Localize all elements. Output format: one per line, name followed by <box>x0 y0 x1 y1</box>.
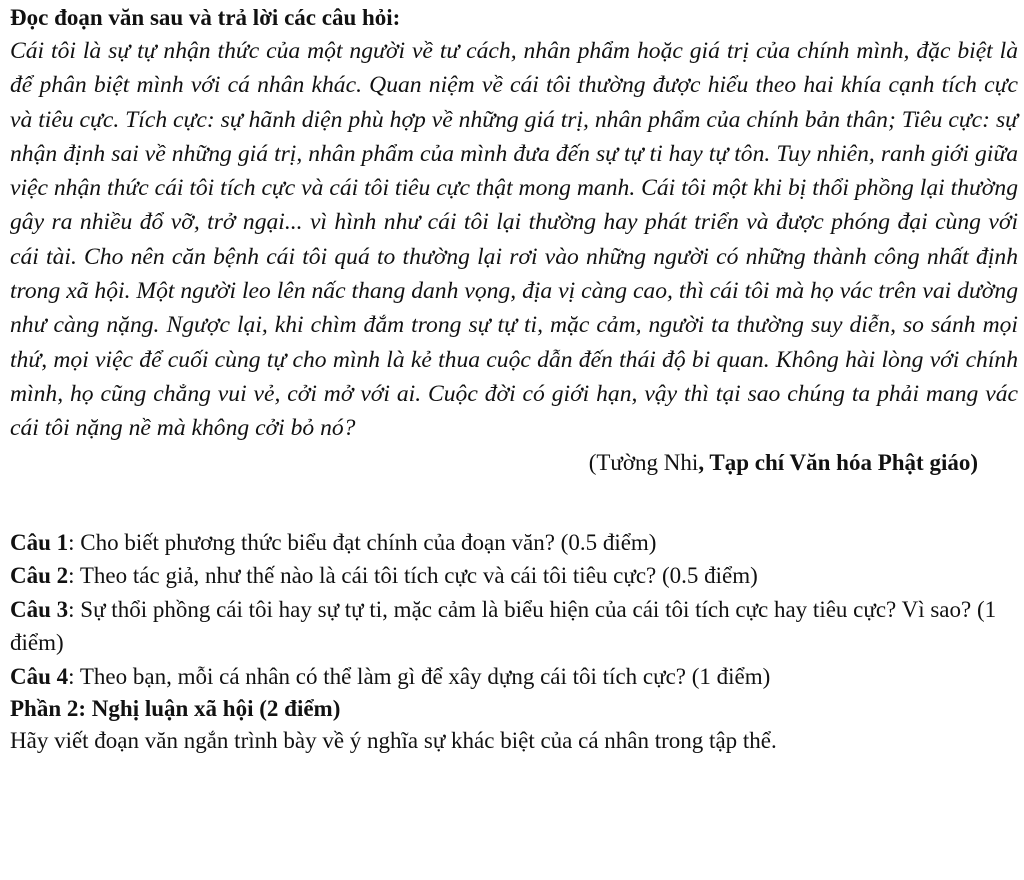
question-text: : Sự thổi phồng cái tôi hay sự tự ti, mặc cảm là biểu hiện của cái tôi tích cực hay tiêu cực? Vì sao? (1 điểm) <box>10 596 997 656</box>
question-list <box>10 526 1018 694</box>
question-item <box>10 593 1018 660</box>
instruction-heading: Đọc đoạn văn sau và trả lời các câu hỏi: <box>10 5 401 30</box>
part2-title: Phần 2: Nghị luận xã hội (2 điểm) <box>10 696 341 722</box>
source-open-paren: ( <box>588 449 597 475</box>
document-page <box>10 2 1018 757</box>
source-publication: , Tạp chí Văn hóa Phật giáo) <box>698 449 978 475</box>
question-label: Câu 2 <box>10 563 69 589</box>
question-item <box>10 660 1018 694</box>
question-item <box>10 559 1018 593</box>
question-text: : Theo tác giả, như thế nào là cái tôi tích cực và cái tôi tiêu cực? (0.5 điểm) <box>68 563 758 589</box>
part2-task: Hãy viết đoạn văn ngắn trình bày về ý nghĩa sự khác biệt của cá nhân trong tập thể. <box>10 728 777 754</box>
source-author: Tường Nhi <box>596 449 699 475</box>
passage-source <box>10 446 1018 480</box>
question-label: Câu 3 <box>10 596 69 622</box>
reading-passage: Cái tôi là sự tự nhận thức của một người về tư cách, nhân phẩm hoặc giá trị của chính mình, đặc biệt là để phân biệt mình với cá nhân khác. Quan niệm về cái tôi thường được hiểu theo hai khía cạnh tích cực và tiêu cực. Tích cực: sự hãnh diện phù hợp về những giá trị, nhân phẩm của chính bản thân; Tiêu cực: sự nhận định sai về những giá trị, nhân phẩm của mình đưa đến sự tự ti hay tự tôn. Tuy nhiên, ranh giới giữa việc nhận thức cái tôi tích cực và cái tôi tiêu cực thật mong manh. Cái tôi một khi bị thổi phồng lại thường gây ra nhiều đổ vỡ, trở ngại... vì hình như cái tôi lại thường hay phát triển và được phóng đại cùng với cái tài. Cho nên căn bệnh cái tôi quá to thường lại rơi vào những người có những thành công nhất định trong xã hội. Một người leo lên nấc thang danh vọng, địa vị càng cao, thì cái tôi mà họ vác trên vai dường như càng nặng. Ngược lại, khi chìm đắm trong sự tự ti, mặc cảm, người ta thường suy diễn, so sánh mọi thứ, mọi việc để cuối cùng tự cho mình là kẻ thua cuộc dẫn đến thái độ bi quan. Không hài lòng với chính mình, họ cũng chẳng vui vẻ, cởi mở với ai. Cuộc đời có giới hạn, vậy thì tại sao chúng ta phải mang vác cái tôi nặng nề mà không cởi bỏ nó? <box>10 38 1018 442</box>
question-text: : Theo bạn, mỗi cá nhân có thể làm gì để xây dựng cái tôi tích cực? (1 điểm) <box>68 663 771 689</box>
question-label: Câu 4 <box>10 663 69 689</box>
question-label: Câu 1 <box>10 529 69 555</box>
section-spacer <box>10 480 1018 526</box>
question-text: : Cho biết phương thức biểu đạt chính của đoạn văn? (0.5 điểm) <box>68 529 657 555</box>
question-item <box>10 526 1018 560</box>
